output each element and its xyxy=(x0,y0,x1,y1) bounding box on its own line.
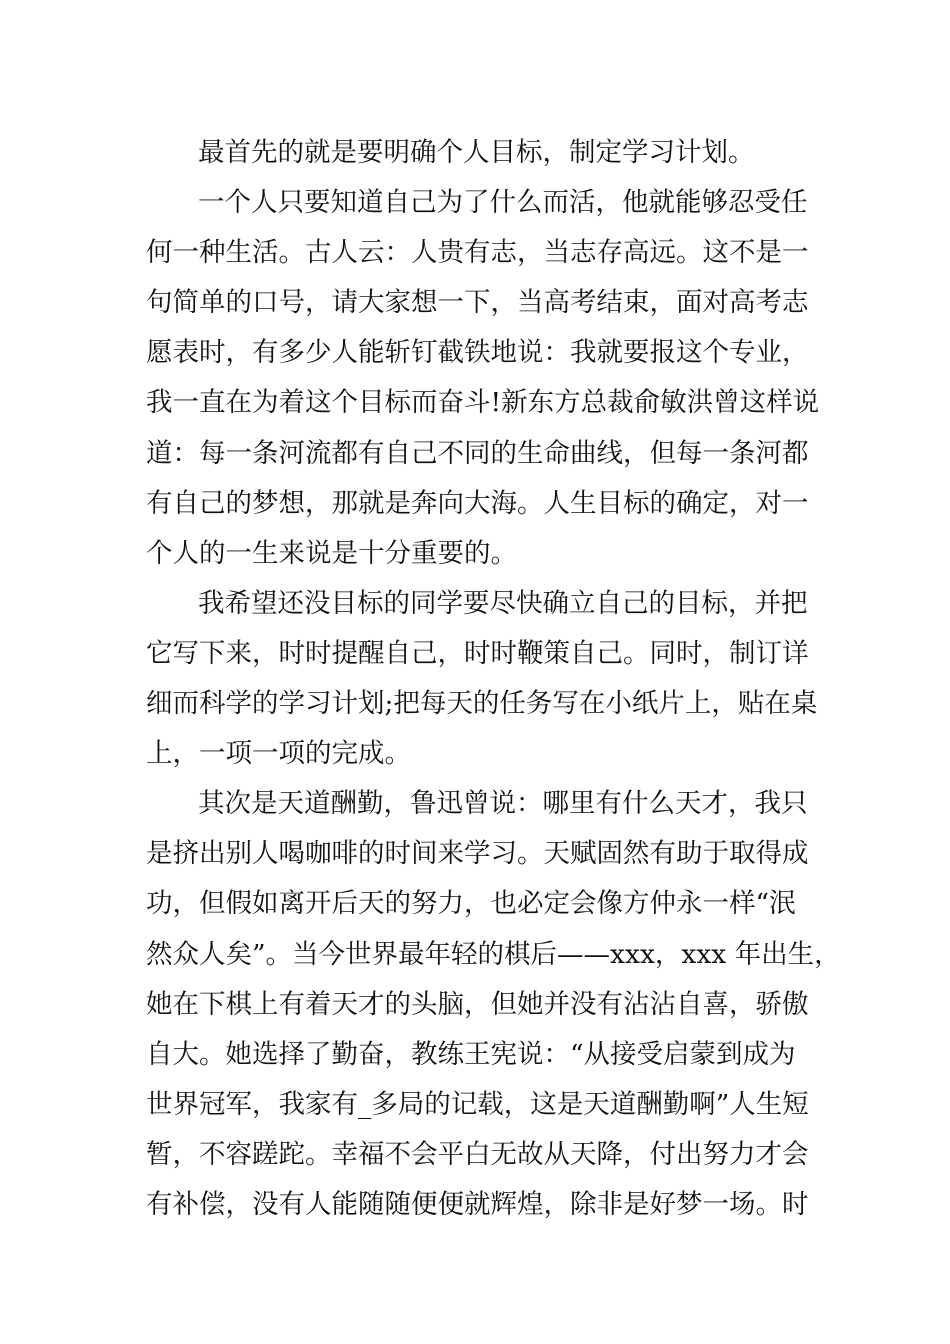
paragraph-4-line-4: 然众人矣”。当今世界最年轻的棋后——xxx，xxx 年出生， xyxy=(146,938,841,970)
paragraph-2-line-7: 有自己的梦想，那就是奔向大海。人生目标的确定，对一 xyxy=(146,487,809,519)
paragraph-2-line-5: 我一直在为着这个目标而奋斗!新东方总裁俞敏洪曾这样说 xyxy=(146,387,820,419)
paragraph-2-line-8: 个人的一生来说是十分重要的。 xyxy=(146,537,517,569)
document-body xyxy=(146,128,841,1230)
paragraph-4-line-6: 自大。她选择了勤奋，教练王宪说：“从接受启蒙到成为 xyxy=(146,1038,796,1070)
paragraph-4-line-1: 其次是天道酬勤，鲁迅曾说：哪里有什么天才，我只 xyxy=(198,788,808,820)
paragraph-1-line-1: 最首先的就是要明确个人目标，制定学习计划。 xyxy=(198,137,755,168)
paragraph-2-line-3: 句简单的口号，请大家想一下，当高考结束，面对高考志 xyxy=(146,287,809,319)
paragraph-4-line-2: 是挤出别人喝咖啡的时间来学习。天赋固然有助于取得成 xyxy=(146,838,809,870)
paragraph-3-line-4: 上，一项一项的完成。 xyxy=(146,738,411,770)
paragraph-3-line-3: 细而科学的学习计划;把每天的任务写在小纸片上，贴在桌 xyxy=(146,688,818,720)
paragraph-4-line-5: 她在下棋上有着天才的头脑，但她并没有沾沾自喜，骄傲 xyxy=(146,988,809,1020)
paragraph-4-line-7: 世界冠军，我家有_多局的记载，这是天道酬勤啊”人生短 xyxy=(146,1088,809,1120)
paragraph-2-line-2: 何一种生活。古人云：人贵有志，当志存高远。这不是一 xyxy=(146,237,809,269)
paragraph-4-line-9: 有补偿，没有人能随随便便就辉煌，除非是好梦一场。时 xyxy=(146,1188,809,1220)
paragraph-4-line-8: 暂，不容蹉跎。幸福不会平白无故从天降，付出努力才会 xyxy=(146,1138,809,1170)
paragraph-2-line-1: 一个人只要知道自己为了什么而活，他就能够忍受任 xyxy=(198,187,808,219)
paragraph-2-line-6: 道：每一条河流都有自己不同的生命曲线，但每一条河都 xyxy=(146,437,809,469)
paragraph-4-line-3: 功，但假如离开后天的努力，也必定会像方仲永一样“泯 xyxy=(146,888,796,920)
paragraph-3-line-2: 它写下来，时时提醒自己，时时鞭策自己。同时，制订详 xyxy=(146,637,809,669)
paragraph-3-line-1: 我希望还没目标的同学要尽快确立自己的目标，并把 xyxy=(198,587,808,619)
paragraph-2-line-4: 愿表时，有多少人能斩钉截铁地说：我就要报这个专业， xyxy=(146,337,809,369)
